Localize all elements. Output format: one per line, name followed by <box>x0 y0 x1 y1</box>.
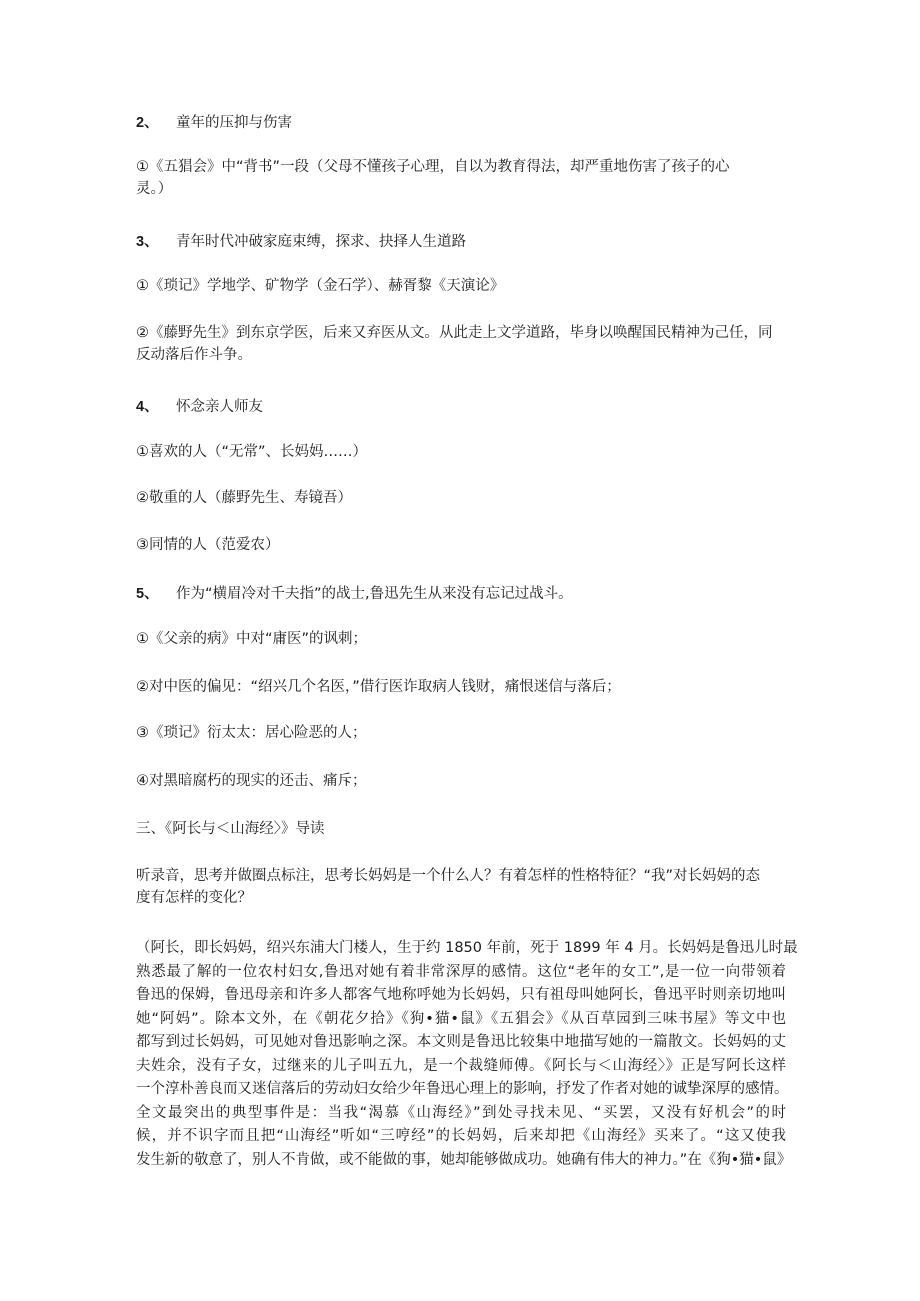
intro-paragraph <box>136 937 796 1172</box>
section-heading-3 <box>136 231 796 253</box>
text-line: 度有怎样的变化？ <box>136 890 252 906</box>
section-heading-4 <box>136 396 796 418</box>
list-item <box>136 676 796 698</box>
section-title: 作为“横眉冷对千夫指”的战士,鲁迅先生从来没有忘记过战斗。 <box>176 586 573 602</box>
text-line: 全文最突出的典型事件是：当我“渴慕《山海经》”到处寻找未见、“买罢，又没有好机会”的时 <box>136 1104 786 1121</box>
section-title: 青年时代冲破家庭束缚，探求、抉择人生道路 <box>176 234 466 250</box>
section-number: 3、 <box>136 234 159 250</box>
text-line: （阿长，即长妈妈，绍兴东浦大门楼人，生于约 1850 年前，死于 1899 年 4 月。长妈妈是鲁迅儿时最 <box>136 940 798 956</box>
section-heading-three <box>136 818 796 840</box>
text-line: 一个淳朴善良而又迷信落后的劳动妇女给少年鲁迅心理上的影响，抒发了作者对她的诚挚深厚的感情。 <box>136 1081 789 1097</box>
question-paragraph <box>136 865 796 909</box>
text-line: 她“阿妈”。除本文外，在《朝花夕拾》《狗•猫•鼠》《五猖会》《从百草园到三味书屋》等文中也 <box>136 1010 786 1027</box>
list-item <box>136 487 796 509</box>
text-line: ②敬重的人（藤野先生、寿镜吾） <box>136 490 352 506</box>
text-line: ②对中医的偏见：“绍兴几个名医，”借行医诈取病人钱财，痛恨迷信与落后； <box>136 679 621 695</box>
text-line: 鲁迅的保姆，鲁迅母亲和许多人都客气地称呼她为长妈妈，只有祖母叫她阿长，鲁迅平时则亲切地叫 <box>136 987 786 1003</box>
text-line: 夫姓余，没有子女，过继来的儿子叫五九，是一个裁缝师傅。《阿长与＜山海经〉》正是写阿长这样 <box>136 1057 786 1074</box>
list-item <box>136 322 796 366</box>
section-number: 5、 <box>136 586 159 602</box>
section-heading-5 <box>136 583 796 605</box>
text-line: ①《五猖会》中“背书”一段（父母不懂孩子心理，自以为教育得法，却严重地伤害了孩子的心 <box>136 159 730 175</box>
list-item <box>136 534 796 556</box>
text-line: ③同情的人（范爱农） <box>136 537 280 553</box>
text-line: ①喜欢的人（“无常”、长妈妈……） <box>136 444 368 460</box>
text-line: 都写到过长妈妈，可见她对鲁迅影响之深。本文则是鲁迅比较集中地描写她的一篇散文。长妈妈的丈 <box>136 1034 786 1050</box>
text-line: ①《父亲的病》中对“庸医”的讽刺； <box>136 631 368 647</box>
text-line: 听录音，思考并做圈点标注，思考长妈妈是一个什么人？有着怎样的性格特征？“我”对长妈妈的态 <box>136 868 761 884</box>
text-line: 候，并不识字而且把“山海经”听如“三哼经”的长妈妈，后来却把《山海经》买来了。“这又使我 <box>136 1128 786 1144</box>
text-line: 三、《阿长与＜山海经〉》导读 <box>136 821 325 837</box>
text-line: ③《琐记》衍太太：居心险恶的人； <box>136 725 367 741</box>
text-line: ②《藤野先生》到东京学医，后来又弃医从文。从此走上文学道路，毕身以唤醒国民精神为己任，同 <box>136 325 773 341</box>
section-number: 4、 <box>136 399 159 415</box>
section-title: 怀念亲人师友 <box>176 399 263 415</box>
text-line: 灵。） <box>136 181 173 197</box>
text-line: ④对黑暗腐朽的现实的还击、痛斥； <box>136 773 367 789</box>
list-item <box>136 722 796 744</box>
text-line: 反动落后作斗争。 <box>136 347 252 363</box>
section-heading-2 <box>136 112 796 134</box>
section-number: 2、 <box>136 115 159 131</box>
list-item <box>136 156 796 200</box>
list-item <box>136 628 796 650</box>
list-item <box>136 275 796 297</box>
text-line: ①《琐记》学地学、矿物学（金石学）、赫胥黎《天演论》 <box>136 278 505 294</box>
section-title: 童年的压抑与伤害 <box>176 115 292 131</box>
text-line: 发生新的敬意了，别人不肯做，或不能做的事，她却能够做成功。她确有伟大的神力。”在《狗•猫•鼠》 <box>136 1151 792 1168</box>
text-line: 熟悉最了解的一位农村妇女,鲁迅对她有着非常深厚的感情。这位“老年的女工”,是一位一向带领着 <box>136 963 786 980</box>
list-item <box>136 770 796 792</box>
list-item <box>136 441 796 463</box>
